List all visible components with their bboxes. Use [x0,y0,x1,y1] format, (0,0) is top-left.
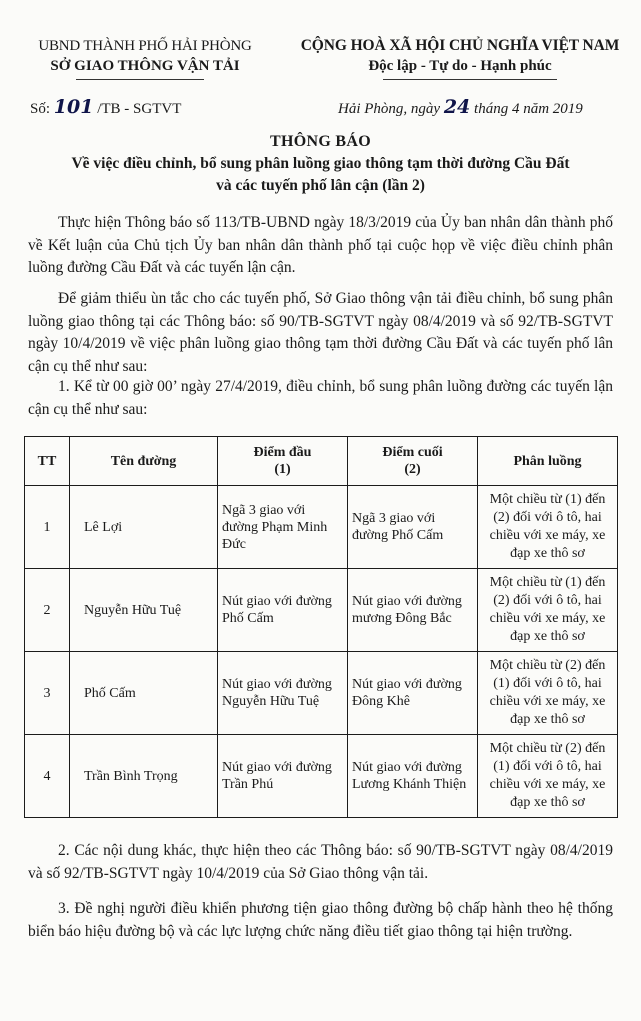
body-paragraph-3 [28,376,613,421]
cell-start: Nút giao với đường Trần Phú [218,735,348,818]
cell-start: Nút giao với đường Nguyễn Hữu Tuệ [218,652,348,735]
table-row [25,569,618,652]
issuer-underline [76,79,204,80]
cell-tt: 4 [25,735,70,818]
cell-start: Nút giao với đường Phố Cấm [218,569,348,652]
document-subject-line1: Về việc điều chỉnh, bổ sung phân luồng giao thông tạm thời đường Cầu Đất [71,155,570,172]
body-paragraph-4 [28,840,613,885]
cell-end: Nút giao với đường mương Đông Bắc [348,569,478,652]
document-number-prefix: Số: [30,101,51,117]
cell-direction: Một chiều từ (2) đến (1) đối với ô tô, hai chiều với xe máy, xe đạp xe thô sơ [478,735,618,818]
table-header-row [25,437,618,486]
traffic-routing-table [24,436,618,818]
paragraph-text: Để giảm thiểu ùn tắc cho các tuyến phố, Sở Giao thông vận tải điều chỉnh, bổ sung phân luồng giao thông tại các Thông báo: số 90/TB-SGTVT ngày 08/4/2019 và số 92/TB-SGTVT ngày 10/4/2019 về việc phân luồng giao thông tạm thời đường Cầu Đất và các tuyến phố lân cận cụ thể như sau: [28,290,613,375]
cell-direction: Một chiều từ (1) đến (2) đối với ô tô, hai chiều với xe máy, xe đạp xe thô sơ [478,569,618,652]
cell-end: Nút giao với đường Lương Khánh Thiện [348,735,478,818]
header-end-number: (2) [404,462,421,477]
national-motto-block [282,36,638,76]
paragraph-text: 1. Kể từ 00 giờ 00’ ngày 27/4/2019, điều chỉnh, bổ sung phân luồng đường các tuyến lận cận cụ thể như sau: [28,378,613,418]
cell-road: Nguyễn Hữu Tuệ [70,569,218,652]
place-date-prefix: Hải Phòng, ngày [338,101,441,117]
header-end-label: Điểm cuối [382,445,443,460]
cell-tt: 3 [25,652,70,735]
place-date-suffix: tháng 4 năm 2019 [474,101,583,117]
document-number-suffix: /TB - SGTVT [97,101,182,117]
table-row [25,652,618,735]
body-paragraph-2 [28,288,613,378]
header-end [348,437,478,486]
header-direction: Phân luồng [478,437,618,486]
body-paragraph-1 [28,212,613,280]
place-and-date [338,96,583,118]
document-subject-line2: và các tuyến phố lân cận (lần 2) [216,177,425,194]
issuer-block [14,36,276,76]
cell-road: Phố Cấm [70,652,218,735]
header-start [218,437,348,486]
header-road: Tên đường [70,437,218,486]
header-start-label: Điểm đầu [253,445,312,460]
document-number [30,96,181,118]
cell-direction: Một chiều từ (2) đến (1) đối với ô tô, hai chiều với xe máy, xe đạp xe thô sơ [478,652,618,735]
cell-start: Ngã 3 giao với đường Phạm Minh Đức [218,486,348,569]
national-motto: Độc lập - Tự do - Hạnh phúc [368,58,552,74]
motto-underline [383,79,557,80]
header-tt: TT [25,437,70,486]
cell-road: Trần Bình Trọng [70,735,218,818]
issuer-parent-org: UBND THÀNH PHỐ HẢI PHÒNG [38,38,252,54]
national-name: CỘNG HOÀ XÃ HỘI CHỦ NGHĨA VIỆT NAM [300,37,620,54]
cell-end: Ngã 3 giao với đường Phố Cấm [348,486,478,569]
table-row [25,735,618,818]
cell-end: Nút giao với đường Đông Khê [348,652,478,735]
cell-road: Lê Lợi [70,486,218,569]
cell-direction: Một chiều từ (1) đến (2) đối với ô tô, hai chiều với xe máy, xe đạp xe thô sơ [478,486,618,569]
paragraph-text: 2. Các nội dung khác, thực hiện theo các Thông báo: số 90/TB-SGTVT ngày 08/4/2019 và số 92/TB-SGTVT ngày 10/4/2019 của Sở Giao thông vận tải. [28,842,613,882]
document-number-handwritten: 101 [53,96,94,118]
date-day-handwritten: 24 [443,96,471,118]
issuer-org: SỞ GIAO THÔNG VẬN TẢI [50,58,240,74]
cell-tt: 2 [25,569,70,652]
header-start-number: (1) [274,462,291,477]
document-type-title: THÔNG BÁO [270,133,371,150]
cell-tt: 1 [25,486,70,569]
body-paragraph-5 [28,898,613,943]
table-row [25,486,618,569]
paragraph-text: 3. Đề nghị người điều khiển phương tiện giao thông đường bộ chấp hành theo hệ thống biển báo hiệu đường bộ và các lực lượng chức năng điều tiết giao thông tại hiện trường. [28,900,613,940]
paragraph-text: Thực hiện Thông báo số 113/TB-UBND ngày 18/3/2019 của Ủy ban nhân dân thành phố về Kết luận của Chủ tịch Ủy ban nhân dân thành phố tại cuộc họp về việc điều chỉnh phân luồng đường Cầu Đất và các tuyến lận cận. [28,214,613,276]
